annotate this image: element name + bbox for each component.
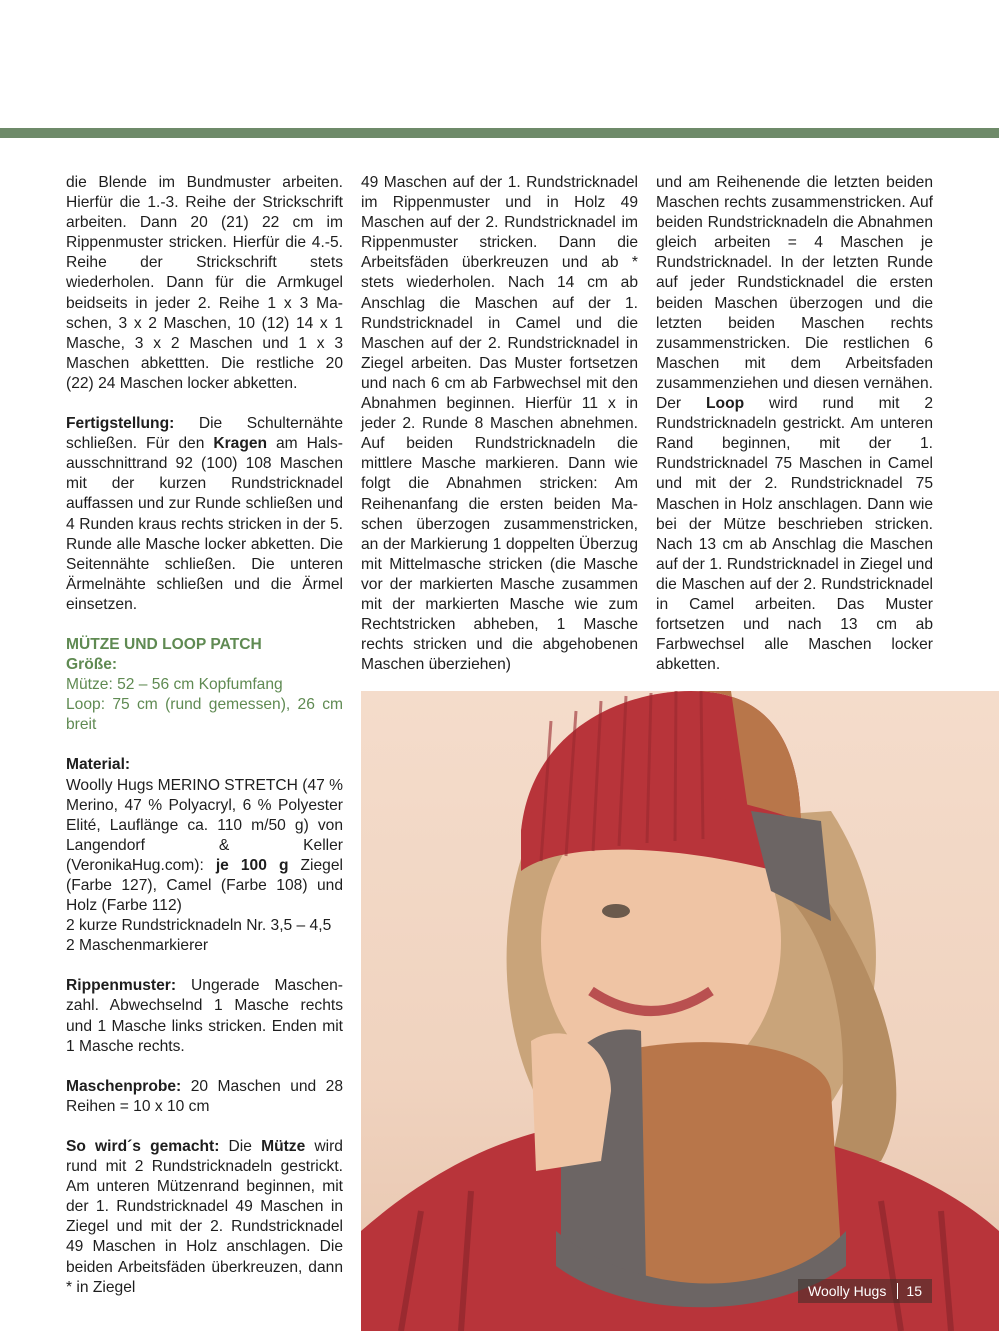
bold-term: Mütze [261, 1137, 306, 1155]
section-heading: MÜTZE UND LOOP PATCH [66, 635, 262, 653]
text: Ziegel (Farbe 127), Camel (Farbe 108) und Holz (Farbe 112) [66, 856, 343, 915]
text: Woolly Hugs MERINO STRETCH (47 % Merino, 47 % Polyacryl, 6 % Polyester Elité, Lauflänge ca. 110 m/50 g) von Langendorf & Keller (VeronikaHug.com): [66, 776, 343, 874]
text-column-3 [656, 173, 933, 675]
footer-brand: Woolly Hugs [808, 1283, 887, 1299]
text-column-2 [361, 173, 638, 675]
text: am Halsausschnittrand 92 (100) 108 Maschen mit der kurzen Rundstricknadel auffassen und zur Runde schließen und 4 Runden kraus rechts stricken in der 5. Runde alle Masche locker abketten. Die Seitennähte schließen. Die unteren Ärmelnähte schließen und die Ärmel einsetzen. [66, 435, 343, 613]
text: wird rund mit 2 Rundstricknadeln gestrickt. Am unteren Mützenrand beginnen, mit der 1. Rundstricknadel 49 Maschen in Ziegel und mit der 2. Rundstricknadel 49 Maschen in Holz anschlagen. Die beiden Arbeitsfäden überkreuzen, dann * in Ziegel [66, 1137, 343, 1296]
material-text [66, 776, 343, 917]
footer-divider [897, 1283, 898, 1299]
paragraph: die Blende im Bundmuster arbeiten. Hierfür die 1.-3. Reihe der Strickschrift arbeiten. Dann 20 (21) 22 cm im Rippenmuster stricken. Hierfür die 4.-5. Reihe der Strickschrift stets wiederholen. Dann für die Armkugel beidseits in jeder 2. Reihe 1 x 3 Maschen, 3 x 2 Maschen, 10 (12) 14 x 1 Masche, 3 x 2 Maschen und 1 x 3 Maschen abkettten. Die restliche 20 (22) 24 Maschen locker abketten. [66, 174, 343, 392]
header-rule [0, 128, 999, 138]
paragraph-rib [66, 976, 343, 1056]
text: Die Schulternähte schließen. Für den [66, 415, 343, 453]
material-markers: 2 Maschenmarkierer [66, 937, 209, 955]
paragraph-finishing [66, 414, 343, 615]
text: wird rund mit 2 Rundstricknadeln gestrickt. Am unteren Rand beginnen, mit der 1. Rundstricknadel 75 Maschen in Camel und mit der 2. Rundstricknadel 75 Maschen in Holz anschlagen. Dann wie bei der Mütze beschrieben stricken. Nach 13 cm ab Anschlag die Maschen auf der 1. Rundstricknadel in Ziegel und die Maschen auf der 2. Rundstricknadel in Camel arbeiten. Das Muster fortsetzen und nach 13 cm ab Farbwechsel alle Maschen locker abketten. [656, 395, 933, 674]
text: Die [219, 1137, 262, 1155]
model-illustration [361, 691, 999, 1331]
paragraph-gauge [66, 1077, 343, 1117]
paragraph [656, 173, 933, 675]
label: So wird´s gemacht: [66, 1137, 220, 1155]
text: und am Reihenende die letzten beiden Maschen rechts zusammenstricken. Auf beiden Rundstricknadeln die Abnahmen gleich arbeiten = 4 Maschen je Rundstricknadel. In der letzten Runde auf jeder Rundsticknadel die ersten beiden Maschen überzogen und die letzten beiden Maschen rechts zusammenstricken. Die restlichen 6 Maschen mit dem Arbeitsfaden zusammenziehen und diesen vernähen. Der [656, 174, 933, 413]
product-photo [361, 691, 999, 1331]
text: Ungerade Maschenzahl. Abwechselnd 1 Masche rechts und 1 Masche links stricken. Enden mit 1 Masche rechts. [66, 977, 343, 1055]
size-label: Größe: [66, 656, 118, 674]
label: Rippenmuster: [66, 977, 177, 995]
bold-term: Kragen [213, 435, 268, 453]
label: Maschenprobe: [66, 1077, 182, 1095]
bold-term: Loop [706, 395, 745, 413]
text-column-1 [66, 173, 343, 1298]
bold-term: je 100 g [215, 856, 289, 874]
page-number: 15 [906, 1283, 922, 1299]
page-footer [798, 1279, 932, 1303]
size-hat: Mütze: 52 – 56 cm Kopfumfang [66, 676, 283, 694]
size-loop: Loop: 75 cm (rund gemessen), 26 cm breit [66, 696, 343, 734]
paragraph-how [66, 1137, 343, 1298]
label: Material: [66, 756, 131, 774]
label-finishing: Fertigstellung: [66, 415, 175, 433]
text: 20 Maschen und 28 Reihen = 10 x 10 cm [66, 1077, 343, 1115]
material-needles: 2 kurze Rundstricknadeln Nr. 3,5 – 4,5 [66, 917, 332, 935]
paragraph: 49 Maschen auf der 1. Rundstricknadel im Rippenmuster und in Holz 49 Maschen auf der 2. Rundstricknadel im Rippenmuster stricken. Dann die Arbeitsfäden überkreuzen und ab * stets wiederholen. Nach 14 cm ab Anschlag die Maschen auf der 1. Rundstricknadel in Camel und die Maschen auf der 2. Rundstricknadel in Ziegel arbeiten. Das Muster fortsetzen und nach 6 cm ab Farbwechsel mit den Abnahmen beginnen. Hierfür 11 x in jeder 2. Runde 8 Maschen abnehmen. Auf beiden Rundstricknadeln die mittlere Masche markieren. Dann wie folgt die Abnahmen stricken: Am Reihenanfang die ersten beiden Maschen überzogen zusammenstricken, an der Markierung 1 doppelten Überzug mit Mittelmasche stricken (die Masche vor der markierten Masche zusammen mit der markierten Masche wie zum Rechtstricken abheben, 1 Masche rechts stricken und die abgehobenen Maschen überziehen) [361, 174, 638, 674]
material-label [66, 755, 343, 775]
